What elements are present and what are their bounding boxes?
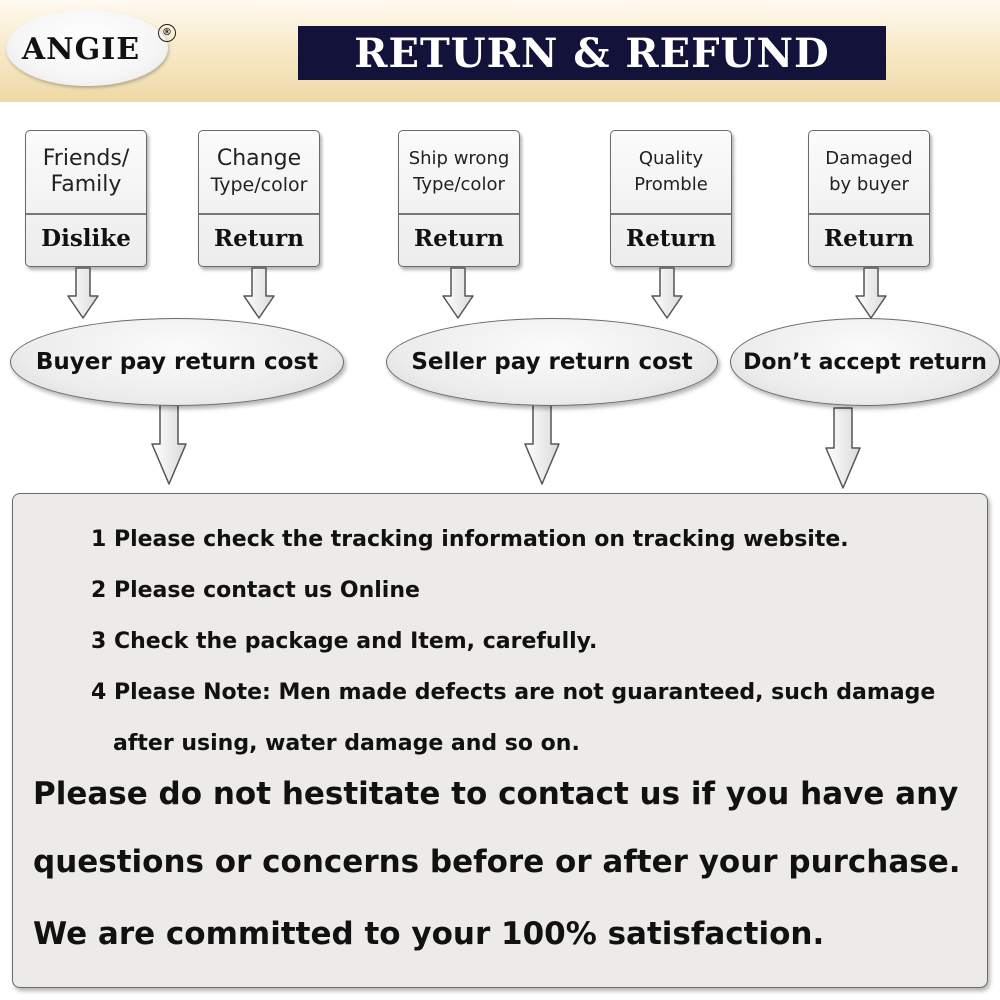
down-arrow-icon: [443, 268, 473, 318]
reason-card-text: [26, 131, 146, 213]
page-title: RETURN & REFUND: [354, 30, 830, 77]
note-item: 3 Check the package and Item, carefully.: [91, 629, 598, 654]
reason-action: Return: [626, 225, 716, 252]
reason-card-text: [809, 131, 929, 213]
reason-label-line2: Type/color: [413, 174, 505, 195]
reason-label-line1: Friends/: [42, 146, 130, 171]
reason-label-line1: Damaged: [825, 148, 913, 169]
down-arrow-icon: [152, 404, 186, 484]
card-divider: [809, 213, 929, 215]
reason-card-change-type: [198, 130, 320, 267]
down-arrow-icon: [244, 268, 274, 318]
closing-line: Please do not hestitate to contact us if you have any: [33, 776, 959, 812]
card-divider: [611, 213, 731, 215]
reason-card-text: [199, 131, 319, 213]
brand-logo-text: ANGIE: [21, 32, 141, 67]
brand-logo: [6, 10, 172, 86]
outcome-buyer-pays: [10, 318, 344, 406]
down-arrow-icon: [856, 268, 886, 318]
down-arrow-icon: [652, 268, 682, 318]
reason-label-line1: Ship wrong: [408, 148, 510, 169]
reason-action: Dislike: [41, 225, 131, 252]
reason-label-line2: Family: [50, 172, 122, 197]
closing-line: questions or concerns before or after your purchase.: [33, 844, 961, 880]
reason-card-damaged-by-buyer: [808, 130, 930, 267]
header-banner: [0, 0, 1000, 102]
outcome-label: Don’t accept return: [743, 349, 987, 375]
reason-action: Return: [824, 225, 914, 252]
notes-panel: [12, 493, 988, 988]
reason-label-line1: Change: [216, 146, 302, 171]
reason-label-line1: Quality: [638, 148, 704, 169]
down-arrow-icon: [525, 404, 559, 484]
reason-card-ship-wrong: [398, 130, 520, 267]
reason-action: Return: [214, 225, 304, 252]
reason-label-line2: by buyer: [829, 174, 909, 195]
outcome-no-return: [730, 318, 1000, 406]
outcome-seller-pays: [386, 318, 718, 406]
reason-card-quality-problem: [610, 130, 732, 267]
reason-card-text: [399, 131, 519, 213]
note-item: 2 Please contact us Online: [91, 578, 420, 603]
outcome-label: Seller pay return cost: [411, 349, 693, 375]
card-divider: [399, 213, 519, 215]
down-arrow-icon: [68, 268, 98, 318]
reason-action: Return: [414, 225, 504, 252]
note-item: 1 Please check the tracking information on tracking website.: [91, 527, 849, 552]
note-item: after using, water damage and so on.: [113, 731, 580, 756]
registered-mark-icon: ®: [158, 24, 176, 42]
reason-label-line2: Promble: [634, 174, 708, 195]
reason-label-line2: Type/color: [210, 174, 308, 196]
note-item: 4 Please Note: Men made defects are not guaranteed, such damage: [91, 680, 936, 705]
title-banner: [298, 26, 886, 80]
reason-card-text: [611, 131, 731, 213]
card-divider: [199, 213, 319, 215]
reason-card-friends-family: [25, 130, 147, 267]
card-divider: [26, 213, 146, 215]
down-arrow-icon: [826, 408, 860, 488]
outcome-label: Buyer pay return cost: [35, 349, 319, 375]
closing-line: We are committed to your 100% satisfaction.: [33, 916, 825, 952]
